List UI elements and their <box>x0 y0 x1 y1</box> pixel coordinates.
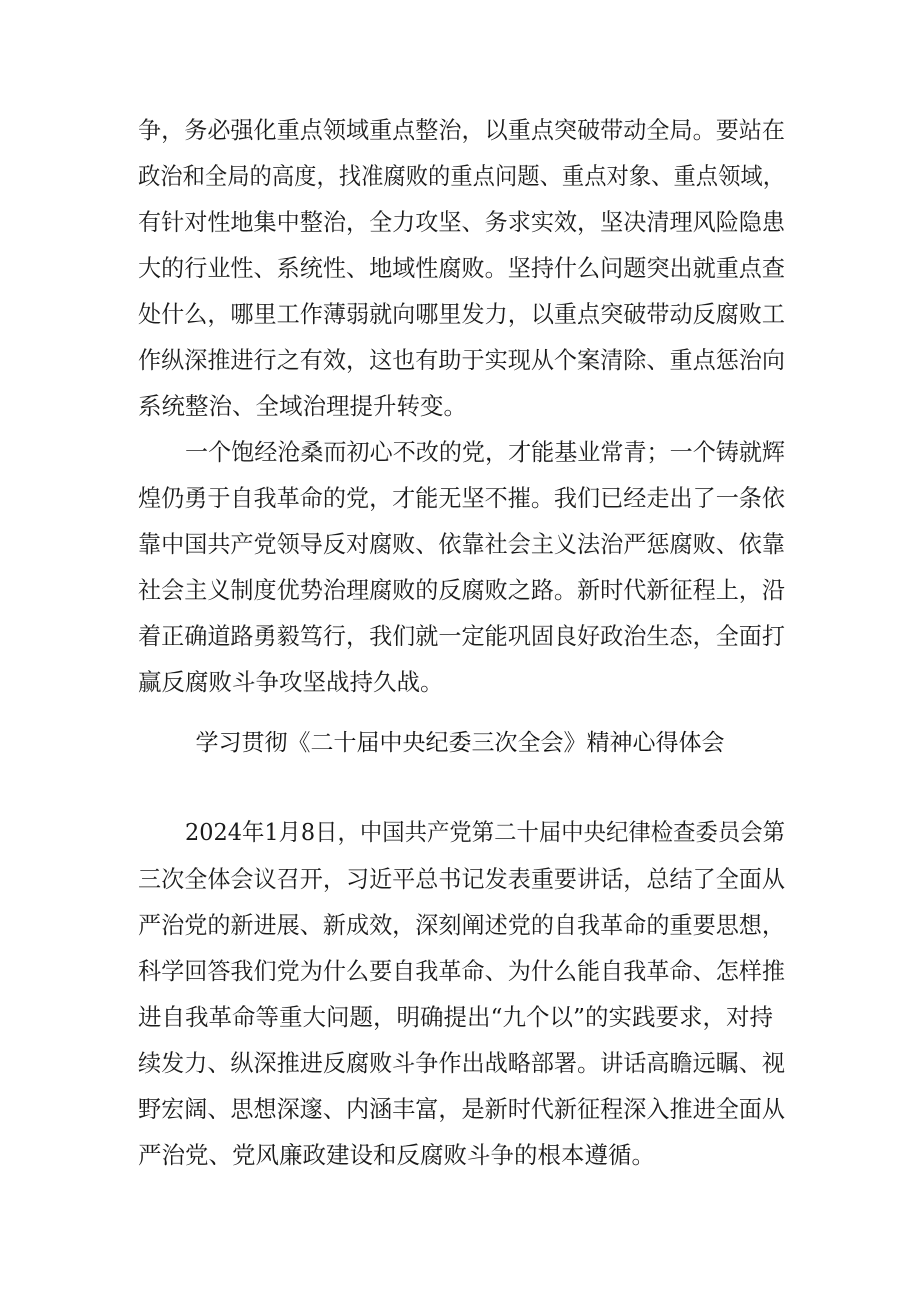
paragraph-line: 科学回答我们党为什么要自我革命、为什么能自我革命、怎样推 <box>138 957 786 985</box>
paragraph-line: 政治和全局的高度，找准腐败的重点问题、重点对象、重点领域， <box>138 162 786 190</box>
paragraph-line: 社会主义制度优势治理腐败的反腐败之路。新时代新征程上，沿 <box>138 576 786 604</box>
paragraph-line: 作纵深推进行之有效，这也有助于实现从个案清除、重点惩治向 <box>138 346 786 374</box>
section-title: 学习贯彻《二十届中央纪委三次全会》精神心得体会 <box>195 730 725 756</box>
paragraph-line: 大的行业性、系统性、地域性腐败。坚持什么问题突出就重点查 <box>138 254 786 282</box>
paragraph-line: 有针对性地集中整治，全力攻坚、务求实效，坚决清理风险隐患 <box>138 208 786 236</box>
paragraph-line: 严治党的新进展、新成效，深刻阐述党的自我革命的重要思想， <box>138 911 786 939</box>
paragraph-line: 煌仍勇于自我革命的党，才能无坚不摧。我们已经走出了一条依 <box>138 484 786 512</box>
paragraph-line: 靠中国共产党领导反对腐败、依靠社会主义法治严惩腐败、依靠 <box>138 530 786 558</box>
paragraph-line: 处什么，哪里工作薄弱就向哪里发力，以重点突破带动反腐败工 <box>138 300 786 328</box>
paragraph-line: 争，务必强化重点领域重点整治，以重点突破带动全局。要站在 <box>138 116 786 144</box>
paragraph-line: 赢反腐败斗争攻坚战持久战。 <box>138 668 444 696</box>
paragraph-line: 三次全体会议召开，习近平总书记发表重要讲话，总结了全面从 <box>138 865 786 893</box>
paragraph-line: 着正确道路勇毅笃行，我们就一定能巩固良好政治生态，全面打 <box>138 622 786 650</box>
paragraph-line: 进自我革命等重大问题，明确提出“九个以”的实践要求，对持 <box>138 1003 774 1031</box>
paragraph-line: 野宏阔、思想深邃、内涵丰富，是新时代新征程深入推进全面从 <box>138 1095 786 1123</box>
paragraph-line: 2024年1月8日，中国共产党第二十届中央纪律检查委员会第 <box>185 818 786 846</box>
paragraph-line: 一个饱经沧桑而初心不改的党，才能基业常青；一个铸就辉 <box>185 438 786 466</box>
paragraph-line: 严治党、党风廉政建设和反腐败斗争的根本遵循。 <box>138 1141 655 1169</box>
paragraph-line: 系统整治、全域治理提升转变。 <box>138 392 467 420</box>
paragraph-line: 续发力、纵深推进反腐败斗争作出战略部署。讲话高瞻远瞩、视 <box>138 1049 786 1077</box>
